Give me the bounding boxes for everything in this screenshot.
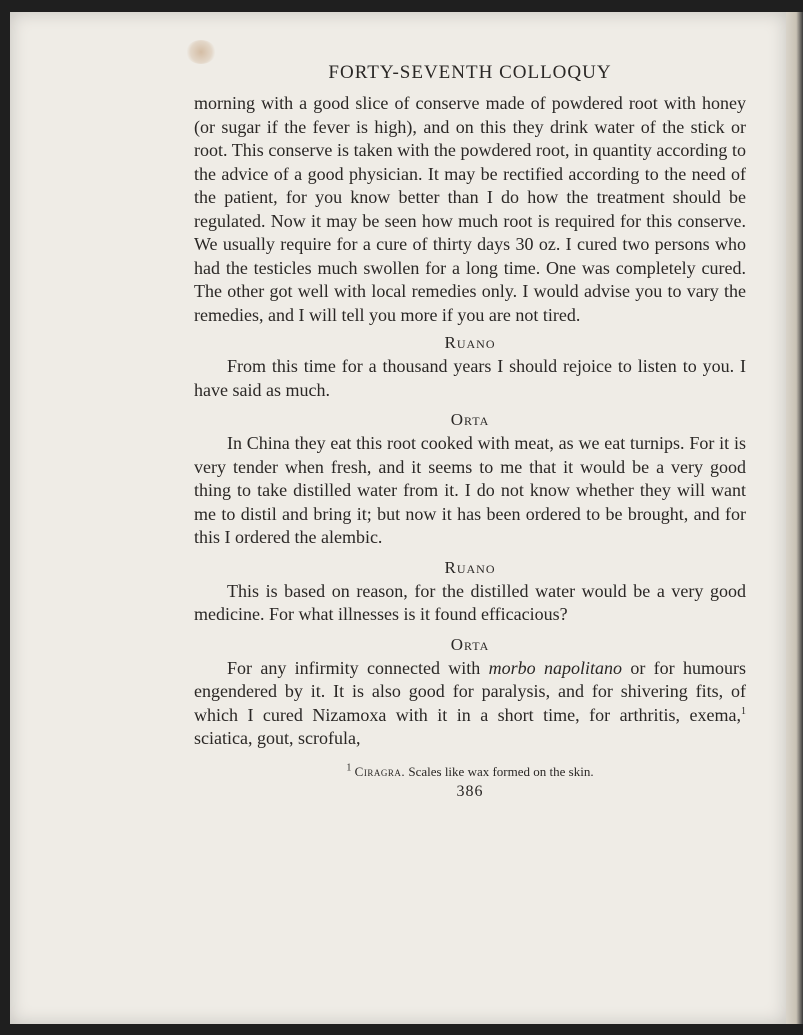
speaker-ruano-1: Ruano xyxy=(444,333,496,352)
paragraph-1: morning with a good slice of conserve made of powdered root with honey (or sugar if the fever is high), and on this they drink water of the stick or root. This conserve is taken with the powdered root, in quantity according to the advice of a good physician. It may be rectified according to the need of the patient, for you know better than I do how the treatment should be regulated. Now it may be seen how much root is required for this conserve. We usually require for a cure of thirty days 30 oz. I cured two persons who had the testicles much swollen for a long time. One was completely cured. The other got well with local remedies only. I would advise you to vary the remedies, and I will tell you more if you are not tired. xyxy=(194,93,746,325)
running-head: FORTY-SEVENTH COLLOQUY xyxy=(328,62,612,83)
italic-term: morbo napolitano xyxy=(488,657,622,678)
page-content xyxy=(194,58,746,801)
footnote-text: Scales like wax formed on the skin. xyxy=(405,763,594,779)
footnote-marker: 1 xyxy=(346,762,352,774)
page-number: 386 xyxy=(456,782,484,800)
paragraph-5-part-a: For any infirmity connected with xyxy=(227,657,489,678)
footnote-term: Ciragra. xyxy=(354,763,406,779)
paragraph-5 xyxy=(194,657,746,751)
speaker-ruano-2: Ruano xyxy=(444,557,496,577)
footnote-reference: 1 xyxy=(741,705,746,717)
speaker-orta-1: Orta xyxy=(450,410,490,429)
speaker-orta-2: Orta xyxy=(450,634,490,654)
footnote xyxy=(194,763,746,781)
paragraph-2: From this time for a thousand years I should rejoice to listen to you. I have said as much. xyxy=(194,356,746,400)
paragraph-5-part-b: or for humours engendered by it. It is also good for paralysis, and for shivering fits, of which I cured Nizamoxa with it in a short time, for arthritis, exema, xyxy=(194,657,746,725)
paragraph-3: In China they eat this root cooked with meat, as we eat turnips. For it is very tender when fresh, and it seems to me that it would be a very good thing to take distilled water from it. I do not know whether they will want me to distil and bring it; but now it has been ordered to be brought, and for this I ordered the alembic. xyxy=(194,433,746,547)
paragraph-5-part-c: sciatica, gout, scrofula, xyxy=(194,728,361,748)
page-edge xyxy=(786,12,803,1024)
paragraph-4: This is based on reason, for the distilled water would be a very good medicine. For what illnesses is it found efficacious? xyxy=(194,580,746,624)
